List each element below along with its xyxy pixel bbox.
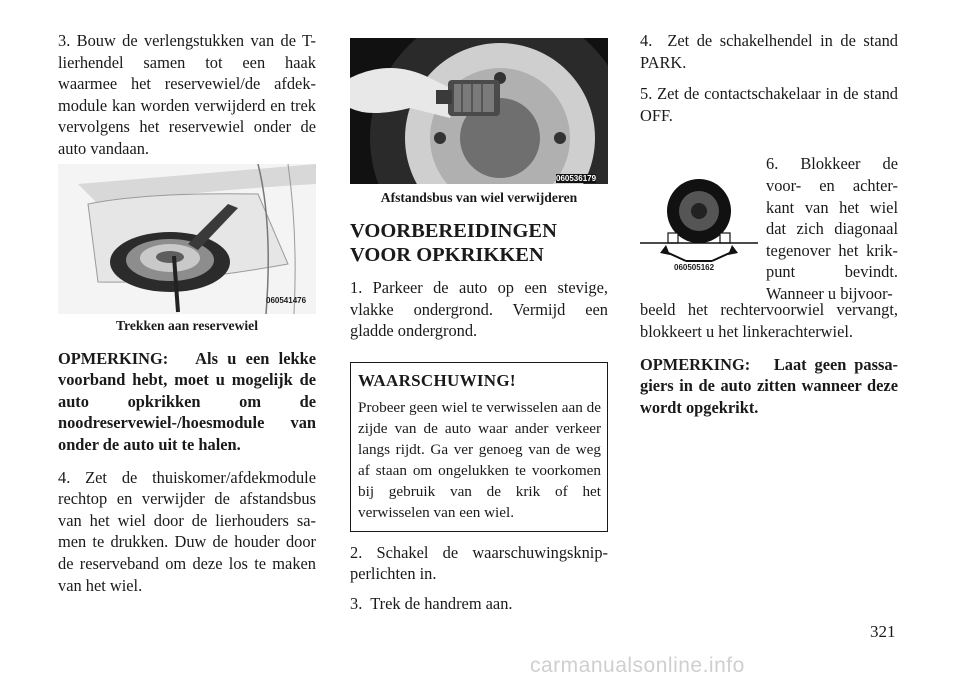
- step-4-text: 4. Zet de thuiskomer/afdekmodule rechtop en verwijder de afstandsbus van het wiel door de lierhouders sa-men te drukken. Duw de houder door de reserveband om deze los te maken van het wiel.: [58, 467, 316, 595]
- note-text: OPMERKING: Als u een lekke voorband hebt, moet u mogelijk de auto opkrikken om de noodreservewiel-/hoesmodule van onder de auto uit te halen.: [58, 348, 316, 454]
- column-1: [58, 30, 316, 596]
- step-1-text: 1. Parkeer de auto op een stevige, vlakke ondergrond. Vermijd een gladde ondergrond.: [350, 278, 608, 341]
- section-heading: VOORBEREIDINGEN VOOR OPKRIKKEN: [350, 220, 557, 266]
- step-3-text: 3. Bouw de verlengstukken van de T-lierhendel samen tot een haak waarmee het reservewiel/de afdek-module kan worden verwijderd en trek vervolgens het reservewiel onder de auto vandaan.: [58, 31, 316, 158]
- step-6-side-text: 6. Blokkeer de voor- en achter-kant van het wiel dat zich diagonaal tegenover het krik-punt bevindt. Wanneer u bijvoor-: [766, 154, 898, 303]
- step-5-text: 5. Zet de contactschakelaar in de stand OFF.: [640, 84, 898, 125]
- wheel-spacer-photo: [350, 38, 608, 184]
- spare-wheel-illustration: [58, 164, 316, 314]
- figure-caption: Afstandsbus van wiel verwijderen: [380, 190, 578, 205]
- wheel-chock-figure: [640, 161, 758, 279]
- page-number: 321: [870, 622, 896, 641]
- step-6-rest-text: beeld het rechtervoorwiel vervangt, blokkeert u het linkerachterwiel.: [640, 300, 898, 341]
- note-text: OPMERKING: Laat geen passa-giers in de auto zitten wanneer deze wordt opgekrikt.: [640, 354, 898, 417]
- figure-code: 060536179: [556, 174, 597, 183]
- figure-code: 060541476: [266, 295, 307, 305]
- wheel-spacer-figure: [350, 38, 608, 184]
- wheel-block-section: [640, 151, 898, 303]
- warning-box: [350, 362, 608, 532]
- wheel-chock-diagram: [640, 161, 758, 279]
- spare-wheel-figure: [58, 164, 316, 314]
- watermark: carmanualsonline.info: [530, 654, 745, 677]
- figure-code: 060505162: [674, 263, 715, 273]
- warning-title: WAARSCHUWING!: [358, 370, 516, 390]
- step-3-text: 3. Trek de handrem aan.: [350, 593, 513, 613]
- column-3: [640, 30, 898, 418]
- step-4-text: 4. Zet de schakelhendel in de stand PARK.: [640, 31, 898, 72]
- step-2-text: 2. Schakel de waarschuwingsknip-perlichten in.: [350, 542, 608, 584]
- warning-text: Probeer geen wiel te verwisselen aan de zijde van de auto waar ander verkeer langs rijdt. Ga ver genoeg van de weg af staan om ongelukken te voorkomen bij gebruik van de krik of het verwisselen van een wiel.: [358, 398, 601, 521]
- figure-caption: Trekken aan reservewiel: [116, 317, 258, 333]
- column-2: [350, 38, 608, 615]
